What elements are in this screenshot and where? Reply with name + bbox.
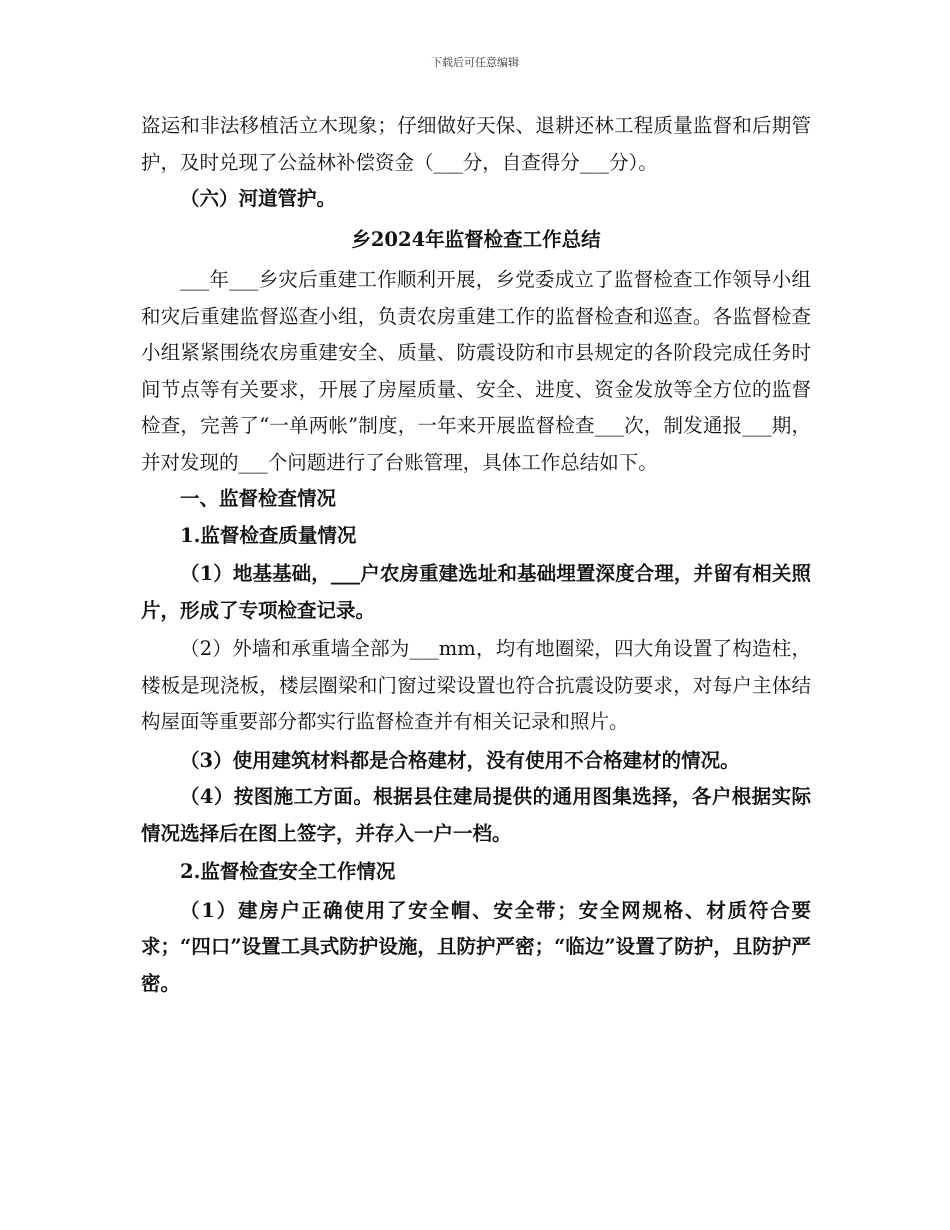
paragraph-intro: ___年___乡灾后重建工作顺利开展，乡党委成立了监督检查工作领导小组和灾后重建监督巡查小组，负责农房重建工作的监督检查和巡查。各监督检查小组紧紧围绕农房重建安全、质量、防震设防和市县规定的各阶段完成任务时间节点等有关要求，开展了房屋质量、安全、进度、资金发放等全方位的监督检查，完善了“一单两帐”制度，一年来开展监督检查___次，制发通报___期，并对发现的___个问题进行了台账管理，具体工作总结如下。 bbox=[141, 268, 811, 474]
paragraph-materials: （3）使用建筑材料都是合格建材，没有使用不合格建材的情况。 bbox=[180, 748, 740, 772]
subsection-heading-quality: 1.监督检查质量情况 bbox=[180, 523, 357, 547]
paragraph-safety-equipment: （1）建房户正确使用了安全帽、安全带；安全网规格、材质符合要求；“四口”设置工具式防护设施，且防护严密；“临边”设置了防护，且防护严密。 bbox=[141, 898, 811, 995]
paragraph-drawings: （4）按图施工方面。根据县住建局提供的通用图集选择，各户根据实际情况选择后在图上签字，并存入一户一档。 bbox=[141, 785, 811, 845]
section-heading-1: 一、监督检查情况 bbox=[180, 487, 337, 510]
paragraph-walls: （2）外墙和承重墙全部为___mm，均有地圈梁，四大角设置了构造柱，楼板是现浇板，楼层圈梁和门窗过梁设置也符合抗震设防要求，对每户主体结构屋面等重要部分都实行监督检查并有相关记录和照片。 bbox=[141, 637, 811, 733]
page-header: 下载后可任意编辑 bbox=[431, 56, 519, 69]
paragraph-forest-protection: 盗运和非法移植活立木现象；仔细做好天保、退耕还林工程质量监督和后期管护，及时兑现了公益林补偿资金（___分，自查得分___分）。 bbox=[141, 114, 811, 174]
document-title: 乡2024年监督检查工作总结 bbox=[351, 227, 601, 251]
document-body bbox=[141, 108, 811, 1002]
section-heading-river: （六）河道管护。 bbox=[180, 187, 337, 210]
paragraph-foundation: （1）地基基础，___户农房重建选址和基础埋置深度合理，并留有相关照片，形成了专项检查记录。 bbox=[141, 562, 811, 622]
subsection-heading-safety: 2.监督检查安全工作情况 bbox=[180, 860, 396, 883]
